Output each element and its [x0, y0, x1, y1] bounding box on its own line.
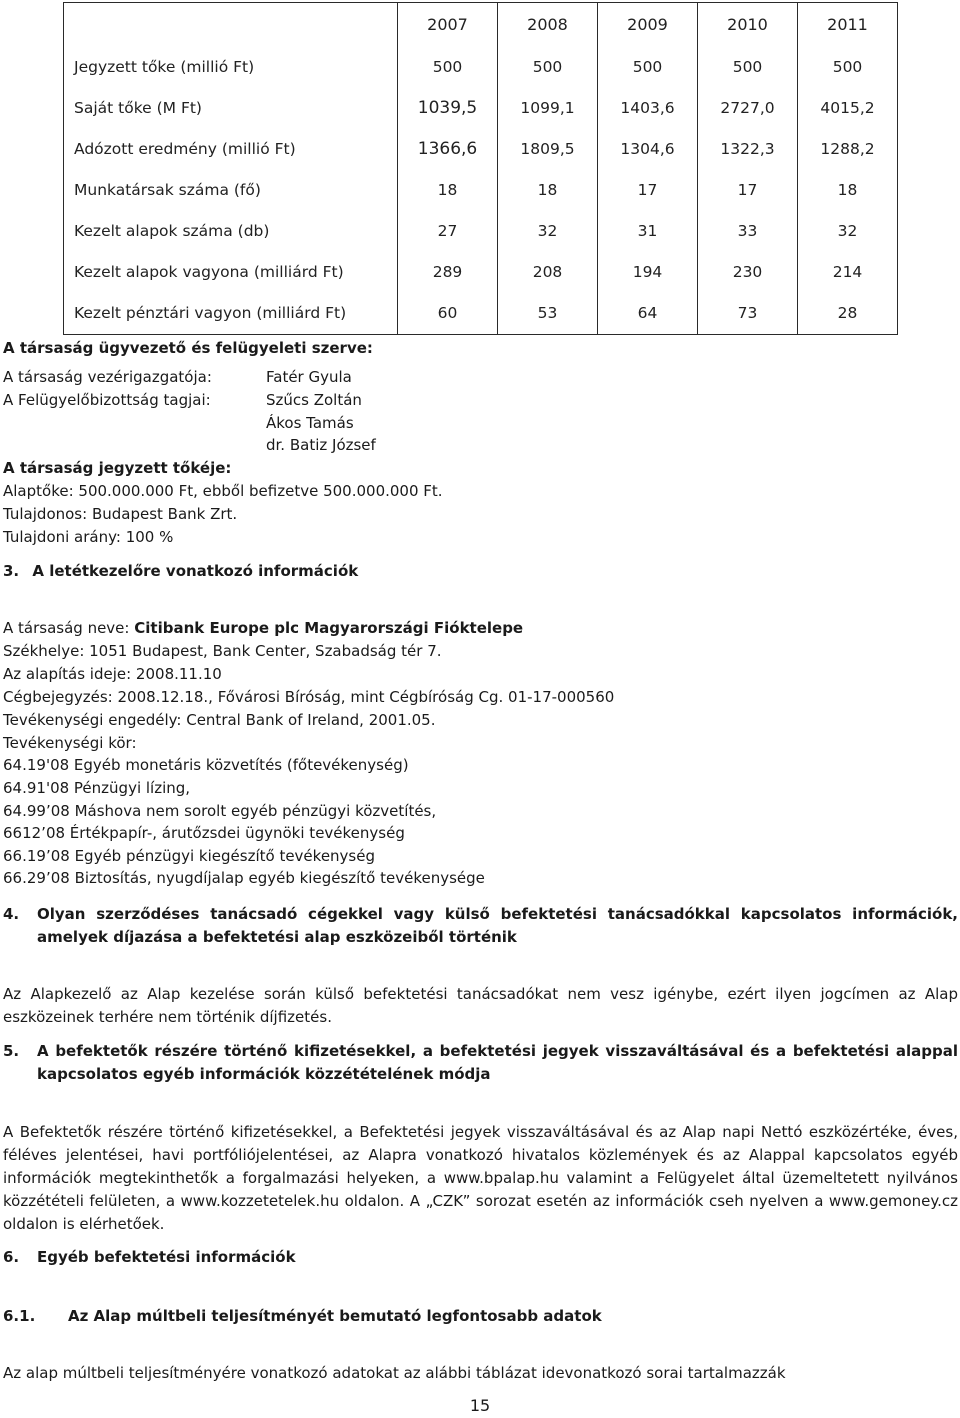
row-label: Kezelt alapok vagyona (milliárd Ft)	[64, 252, 398, 293]
table-cell: 500	[798, 47, 898, 88]
company-name-line	[3, 617, 523, 640]
year-header: 2010	[698, 3, 798, 48]
capital-line: Tulajdoni arány: 100 %	[3, 528, 174, 546]
board-member: Ákos Tamás	[266, 414, 354, 432]
table-cell: 1403,6	[598, 88, 698, 129]
section-number: 6.1.	[3, 1307, 36, 1325]
year-header: 2011	[798, 3, 898, 48]
table-cell: 1366,6	[398, 129, 498, 170]
row-label: Adózott eredmény (millió Ft)	[64, 129, 398, 170]
table-row	[64, 211, 898, 252]
activity-line: 64.99’08 Máshova nem sorolt egyéb pénzügyi közvetítés,	[3, 802, 437, 820]
section-title: A befektetők részére történő kifizetésekkel, a befektetési jegyek visszaváltásával és a befektetési alappal kapcsolatos egyéb információk közzétételének módja	[37, 1042, 958, 1083]
section-3-heading	[3, 560, 358, 583]
table-cell: 31	[598, 211, 698, 252]
row-label: Kezelt pénztári vagyon (milliárd Ft)	[64, 293, 398, 335]
table-cell: 18	[398, 170, 498, 211]
table-row	[64, 129, 898, 170]
section-number: 3.	[3, 562, 20, 580]
table-header-empty	[64, 3, 398, 48]
activity-line: 6612’08 Értékpapír-, árutőzsdei ügynöki tevékenység	[3, 824, 405, 842]
board-member: dr. Batiz József	[266, 436, 376, 454]
year-header: 2008	[498, 3, 598, 48]
section-number: 5.	[3, 1042, 20, 1060]
capital-line: Tulajdonos: Budapest Bank Zrt.	[3, 505, 238, 523]
table-cell: 53	[498, 293, 598, 335]
section-4-heading	[3, 903, 958, 949]
activity-line: 66.19’08 Egyéb pénzügyi kiegészítő tevékenység	[3, 847, 375, 865]
table-cell: 1039,5	[398, 88, 498, 129]
table-cell: 73	[698, 293, 798, 335]
custodian-info-line: Tevékenységi engedély: Central Bank of Ireland, 2001.05.	[3, 711, 436, 729]
activity-line: 66.29’08 Biztosítás, nyugdíjalap egyéb kiegészítő tevékenysége	[3, 869, 485, 887]
table-header-row	[64, 3, 898, 48]
page-number: 15	[469, 1396, 491, 1415]
table-cell: 60	[398, 293, 498, 335]
table-cell: 500	[398, 47, 498, 88]
row-label: Munkatársak száma (fő)	[64, 170, 398, 211]
table-cell: 27	[398, 211, 498, 252]
table-cell: 230	[698, 252, 798, 293]
table-cell: 18	[798, 170, 898, 211]
table-cell: 214	[798, 252, 898, 293]
table-row	[64, 88, 898, 129]
financial-data-table	[63, 2, 898, 335]
capital-heading: A társaság jegyzett tőkéje:	[3, 459, 232, 477]
board-label: A Felügyelőbizottság tagjai:	[3, 391, 211, 409]
section-title: Egyéb befektetési információk	[37, 1248, 296, 1266]
row-label: Kezelt alapok száma (db)	[64, 211, 398, 252]
company-label: A társaság neve:	[3, 619, 135, 637]
section-number: 4.	[3, 905, 20, 923]
year-header: 2007	[398, 3, 498, 48]
table-row	[64, 47, 898, 88]
table-cell: 1809,5	[498, 129, 598, 170]
section-5-body: A Befektetők részére történő kifizetésekkel, a Befektetési jegyek visszaváltásával és az Alap napi Nettó eszközértéke, éves, féléves jelentései, havi portfóliójelentései, az Alapra vonatkozó hivatalos közlemények és az Alappal kapcsolatos egyéb információk megtekinthetők a forgalmazási helyeken, a www.bpalap.hu valamint a Felügyelet által üzemeltetett nyilvános közzétételi felületen, a www.kozzetetelek.hu oldalon. A „CZK” sorozat esetén az információk cseh nyelven a www.gemoney.cz oldalon is elérhetőek.	[3, 1123, 958, 1233]
table-cell: 28	[798, 293, 898, 335]
table-cell: 2727,0	[698, 88, 798, 129]
table-cell: 17	[698, 170, 798, 211]
ceo-label: A társaság vezérigazgatója:	[3, 368, 212, 386]
custodian-info-line: Tevékenységi kör:	[3, 734, 137, 752]
table-row	[64, 170, 898, 211]
custodian-info-line: Székhelye: 1051 Budapest, Bank Center, Szabadság tér 7.	[3, 642, 442, 660]
table-cell: 33	[698, 211, 798, 252]
activity-line: 64.19'08 Egyéb monetáris közvetítés (főtevékenység)	[3, 756, 409, 774]
table-row	[64, 293, 898, 335]
board-member: Szűcs Zoltán	[266, 391, 362, 409]
table-cell: 500	[698, 47, 798, 88]
section-5-heading	[3, 1040, 958, 1086]
table-cell: 32	[498, 211, 598, 252]
table-cell: 1099,1	[498, 88, 598, 129]
custodian-info-line: Az alapítás ideje: 2008.11.10	[3, 665, 222, 683]
table-cell: 500	[598, 47, 698, 88]
section-title: Olyan szerződéses tanácsadó cégekkel vagy külső befektetési tanácsadókkal kapcsolatos információk, amelyek díjazása a befektetési alap eszközeiből történik	[37, 905, 958, 946]
table-cell: 32	[798, 211, 898, 252]
row-label: Jegyzett tőke (millió Ft)	[64, 47, 398, 88]
table-cell: 4015,2	[798, 88, 898, 129]
custodian-info-line: Cégbejegyzés: 2008.12.18., Fővárosi Bíróság, mint Cégbíróság Cg. 01-17-000560	[3, 688, 615, 706]
section-title: Az Alap múltbeli teljesítményét bemutató legfontosabb adatok	[68, 1307, 602, 1325]
table-cell: 1288,2	[798, 129, 898, 170]
section-4-body: Az Alapkezelő az Alap kezelése során külső befektetési tanácsadókat nem vesz igénybe, ezért ilyen jogcímen az Alap eszközeinek terhére nem történik díjfizetés.	[3, 985, 958, 1026]
section-6-heading	[3, 1246, 958, 1269]
table-cell: 500	[498, 47, 598, 88]
section-6-1-heading	[3, 1305, 958, 1328]
capital-line: Alaptőke: 500.000.000 Ft, ebből befizetve 500.000.000 Ft.	[3, 482, 443, 500]
activity-line: 64.91'08 Pénzügyi lízing,	[3, 779, 191, 797]
table-cell: 208	[498, 252, 598, 293]
table-cell: 1322,3	[698, 129, 798, 170]
table-cell: 194	[598, 252, 698, 293]
table-cell: 1304,6	[598, 129, 698, 170]
table-cell: 18	[498, 170, 598, 211]
management-heading: A társaság ügyvezető és felügyeleti szerve:	[3, 339, 373, 357]
table-cell: 64	[598, 293, 698, 335]
table-cell: 17	[598, 170, 698, 211]
section-title: A letétkezelőre vonatkozó információk	[32, 562, 359, 580]
table-cell: 289	[398, 252, 498, 293]
row-label: Saját tőke (M Ft)	[64, 88, 398, 129]
section-6-1-body: Az alap múltbeli teljesítményére vonatkozó adatokat az alábbi táblázat idevonatkozó sorai tartalmazzák	[3, 1364, 786, 1382]
section-number: 6.	[3, 1248, 20, 1266]
ceo-name: Fatér Gyula	[266, 368, 352, 386]
table-row	[64, 252, 898, 293]
year-header: 2009	[598, 3, 698, 48]
company-name: Citibank Europe plc Magyarországi Fióktelepe	[134, 619, 524, 637]
